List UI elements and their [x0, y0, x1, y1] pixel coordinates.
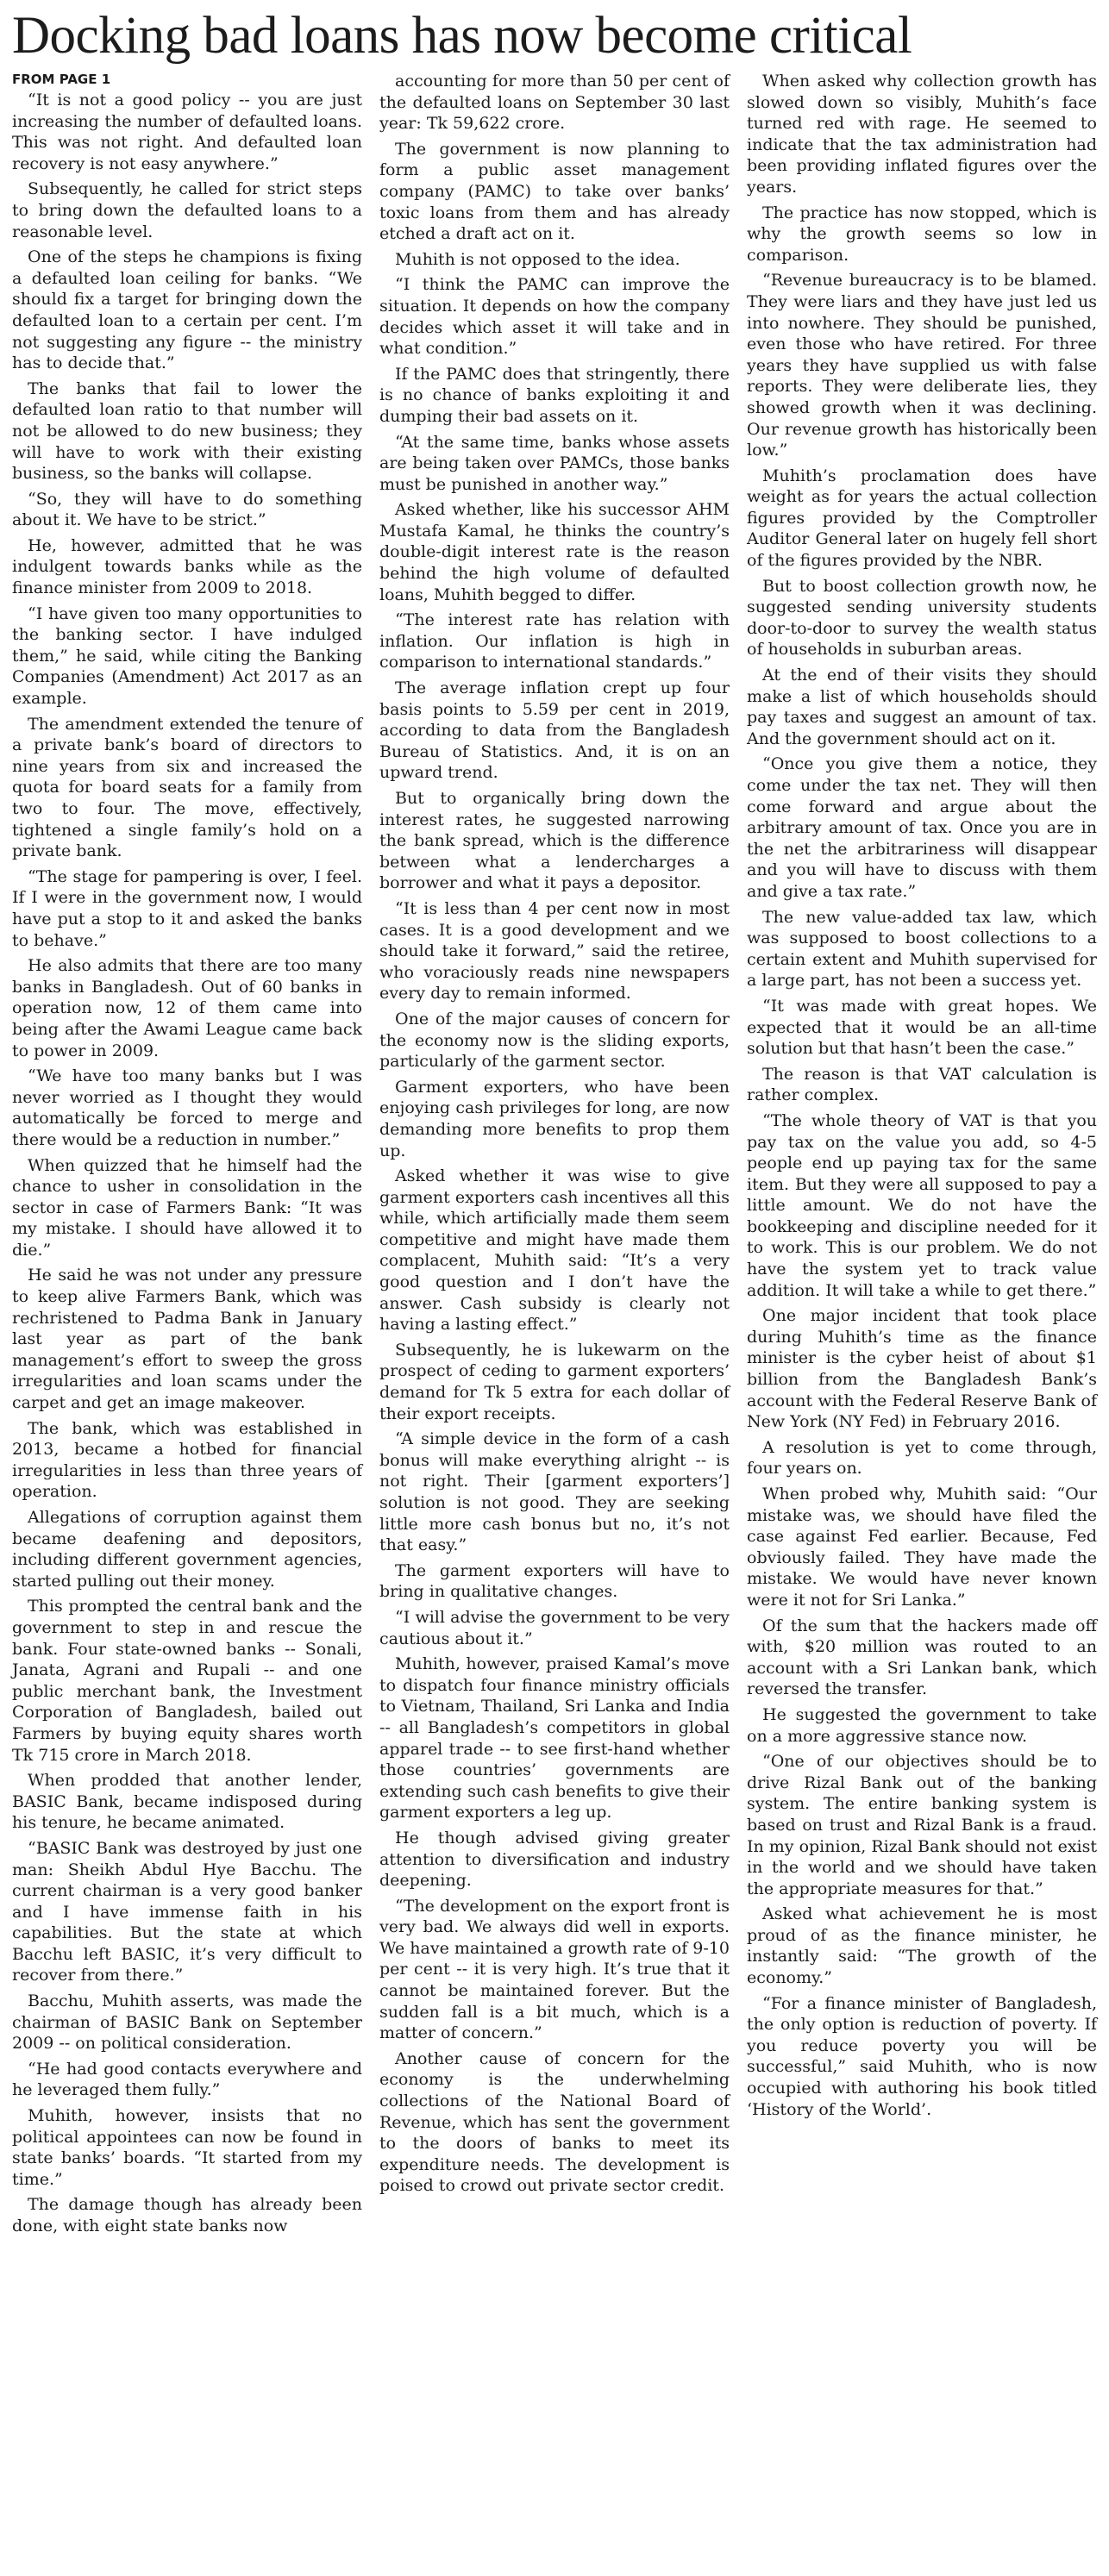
article-paragraph: The amendment extended the tenure of a private bank’s board of directors to nine years from six and increased the quota for board seats for a family from two to four. The move, effectively, tightened a single family’s hold on a private bank.	[12, 714, 362, 861]
article-paragraph: The practice has now stopped, which is why the growth seems so low in comparison.	[747, 203, 1097, 265]
article-paragraph: When probed why, Muhith said: “Our mistake was, we should have filed the case against Fed earlier. Because, Fed obviously failed. They have made the mistake. We would have never known were it not for Sri Lanka.”	[747, 1485, 1097, 1610]
article-paragraph: “The interest rate has relation with inflation. Our inflation is high in comparison to international standards.”	[379, 610, 730, 672]
article-paragraph: “It is not a good policy -- you are just increasing the number of defaulted loans. This was not right. And defaulted loan recovery is not easy anywhere.”	[12, 91, 362, 173]
article-paragraph: The garment exporters will have to bring in qualitative changes.	[379, 1560, 730, 1602]
article-paragraph: If the PAMC does that stringently, there is no chance of banks exploiting it and dumping their bad assets on it.	[379, 364, 730, 426]
column-1	[12, 71, 362, 2241]
article-paragraph: Muhith, however, praised Kamal’s move to dispatch four finance ministry officials to Vietnam, Thailand, Sri Lanka and India -- all Bangladesh’s competitors in global apparel trade -- to see first-hand whether those countries’ governments are extending such cash benefits to give their garment exporters a leg up.	[379, 1654, 730, 1823]
article-paragraph: One of the steps he champions is fixing a defaulted loan ceiling for banks. “We should fix a target for bringing down the defaulted loan to a certain per cent. I’m not suggesting any figure -- the ministry has to decide that.”	[12, 247, 362, 373]
column-2	[379, 71, 730, 2241]
article-paragraph: A resolution is yet to come through, four years on.	[747, 1437, 1097, 1479]
article-paragraph: “I think the PAMC can improve the situation. It depends on how the company decides which asset it will take and in what condition.”	[379, 275, 730, 359]
article-paragraph: Asked whether, like his successor AHM Mustafa Kamal, he thinks the country’s double-digit interest rate is the reason behind the high volume of defaulted loans, Muhith begged to differ.	[379, 500, 730, 604]
article-paragraph: “It is less than 4 per cent now in most cases. It is a good development and we should take it forward,” said the retiree, who voraciously reads nine newspapers every day to remain informed.	[379, 898, 730, 1004]
article-paragraph: “Once you give them a notice, they come under the tax net. They will then come forward and argue about the arbitrary amount of tax. Once you are in the net the arbitrariness will disappear and you will have to discuss with them and give a tax rate.”	[747, 754, 1097, 901]
article-paragraph: accounting for more than 50 per cent of the defaulted loans on September 30 last year: Tk 59,622 crore.	[379, 72, 730, 134]
article-paragraph: “One of our objectives should be to drive Rizal Bank out of the banking system. The entire banking system is based on trust and Rizal Bank is a fraud. In my opinion, Rizal Bank should not exist in the world and we should have taken the appropriate measures for that.”	[747, 1752, 1097, 1898]
article-paragraph: Another cause of concern for the economy is the underwhelming collections of the National Board of Revenue, which has sent the government to the doors of banks to meet its expenditure needs. The development is poised to crowd out private sector credit.	[379, 2048, 730, 2196]
article-paragraph: When quizzed that he himself had the chance to usher in consolidation in the sector in case of Farmers Bank: “It was my mistake. I should have allowed it to die.”	[12, 1155, 362, 1260]
article-paragraph: Allegations of corruption against them became deafening and depositors, including different government agencies, started pulling out their money.	[12, 1508, 362, 1591]
article-paragraph: “The whole theory of VAT is that you pay tax on the value you add, so 4-5 people end up paying tax for the same item. But they were all supposed to pay a little amount. We do not have the bookkeeping and discipline needed for it to work. This is our problem. We do not have the system yet to track value addition. It will take a while to get there.”	[747, 1110, 1097, 1300]
article-paragraph: When prodded that another lender, BASIC Bank, became indisposed during his tenure, he became animated.	[12, 1771, 362, 1833]
article-paragraph: He though advised giving greater attention to diversification and industry deepening.	[379, 1828, 730, 1891]
article-paragraph: “Revenue bureaucracy is to be blamed. They were liars and they have just led us into nowhere. They should be punished, even those who have retired. For three years they have supplied us with false reports. They were deliberate lies, they showed growth when it was declining. Our revenue growth has historically been low.”	[747, 271, 1097, 460]
article-paragraph: Asked whether it was wise to give garment exporters cash incentives all this while, which artificially made them seem competitive and might have made them complacent, Muhith said: “It’s a very good question and I don’t have the answer. Cash subsidy is clearly not having a lasting effect.”	[379, 1166, 730, 1335]
article-paragraph: One of the major causes of concern for the economy now is the sliding exports, particularly of the garment sector.	[379, 1009, 730, 1072]
column-3	[747, 71, 1097, 2241]
article-paragraph: Muhith’s proclamation does have weight as for years the actual collection figures provided by the Comptroller Auditor General later on hugely fell short of the figures provided by the NBR.	[747, 466, 1097, 571]
article-paragraph: The new value-added tax law, which was supposed to boost collections to a certain extent and Muhith supervised for a large part, has not been a success yet.	[747, 907, 1097, 991]
article-paragraph: “We have too many banks but I was never worried as I thought they would automatically be forced to merge and there would be a reduction in number.”	[12, 1066, 362, 1149]
article-paragraph: “I will advise the government to be very cautious about it.”	[379, 1607, 730, 1648]
article-paragraph: “I have given too many opportunities to the banking sector. I have indulged them,” he said, while citing the Banking Companies (Amendment) Act 2017 as an example.	[12, 603, 362, 709]
article-paragraph: “The stage for pampering is over, I feel. If I were in the government now, I would have put a stop to it and asked the banks to behave.”	[12, 866, 362, 950]
article-paragraph: “It was made with great hopes. We expected that it would be an all-time solution but that hasn’t been the case.”	[747, 996, 1097, 1059]
article-paragraph: He also admits that there are too many banks in Bangladesh. Out of 60 banks in operation now, 12 of them came into being after the Awami League came back to power in 2009.	[12, 956, 362, 1060]
article-paragraph: Muhith, however, insists that no political appointees can now be found in state banks’ boards. “It started from my time.”	[12, 2106, 362, 2189]
article-paragraph: He, however, admitted that he was indulgent towards banks while as the finance minister from 2009 to 2018.	[12, 535, 362, 598]
article-paragraph: “So, they will have to do something about it. We have to be strict.”	[12, 489, 362, 530]
dateline: FROM PAGE 1	[12, 72, 111, 87]
article-paragraph: But to boost collection growth now, he suggested sending university students door-to-door to survey the wealth status of households in suburban areas.	[747, 576, 1097, 660]
headline: Docking bad loans has now become critical	[12, 7, 912, 65]
article-paragraph: Garment exporters, who have been enjoying cash privileges for long, are now demanding more benefits to prop them up.	[379, 1077, 730, 1160]
article-paragraph: “For a finance minister of Bangladesh, the only option is reduction of poverty. If you reduce poverty you will be successful,” said Muhith, who is now occupied with authoring his book titled ‘History of the World’.	[747, 1993, 1097, 2119]
article-paragraph: When asked why collection growth has slowed down so visibly, Muhith’s face turned red with rage. He seemed to indicate that the tax administration had been providing inflated figures over the years.	[747, 72, 1097, 197]
article-paragraph: Subsequently, he called for strict steps to bring down the defaulted loans to a reasonable level.	[12, 179, 362, 241]
article-paragraph: The government is now planning to form a public asset management company (PAMC) to take over banks’ toxic loans from them and has already etched a draft act on it.	[379, 139, 730, 244]
article-paragraph: He suggested the government to take on a more aggressive stance now.	[747, 1704, 1097, 1746]
article-paragraph: This prompted the central bank and the government to step in and rescue the bank. Four state-owned banks -- Sonali, Janata, Agrani and Rupali -- and one public merchant bank, the Investment Corporation of Bangladesh, bailed out Farmers by buying equity shares worth Tk 715 crore in March 2018.	[12, 1597, 362, 1765]
article-paragraph: “He had good contacts everywhere and he leveraged them fully.”	[12, 2059, 362, 2100]
article-paragraph: The banks that fail to lower the defaulted loan ratio to that number will not be allowed to do new business; they will have to work with their existing business, so the banks will collapse.	[12, 378, 362, 484]
article-paragraph: The damage though has already been done, with eight state banks now	[12, 2195, 362, 2235]
article-paragraph: But to organically bring down the interest rates, he suggested narrowing the bank spread, which is the difference between what a lendercharges a borrower and what it pays a depositor.	[379, 789, 730, 893]
article-paragraph: He said he was not under any pressure to keep alive Farmers Bank, which was rechristened to Padma Bank in January last year as part of the bank management’s effort to sweep the gross irregularities and loan scams under the carpet and get an image makeover.	[12, 1266, 362, 1413]
article-paragraph: “BASIC Bank was destroyed by just one man: Sheikh Abdul Hye Bacchu. The current chairman is a very good banker and I have immense faith in his capabilities. But the state at which Bacchu left BASIC, it’s very difficult to recover from there.”	[12, 1838, 362, 1985]
article-paragraph: Muhith is not opposed to the idea.	[395, 249, 680, 269]
article-paragraph: Subsequently, he is lukewarm on the prospect of ceding to garment exporters’ demand for Tk 5 extra for each dollar of their export receipts.	[379, 1340, 730, 1423]
article-paragraph: At the end of their visits they should make a list of which households should pay taxes and suggest an amount of tax. And the government should act on it.	[747, 666, 1097, 748]
article-paragraph: The bank, which was established in 2013, became a hotbed for financial irregularities in less than three years of operation.	[12, 1418, 362, 1502]
article-paragraph: The average inflation crept up four basis points to 5.59 per cent in 2019, according to data from the Bangladesh Bureau of Statistics. And, it is on an upward trend.	[379, 678, 730, 783]
article-columns	[12, 71, 1097, 2241]
article-paragraph: The reason is that VAT calculation is rather complex.	[747, 1064, 1097, 1105]
article-paragraph: Asked what achievement he is most proud of as the finance minister, he instantly said: “The growth of the economy.”	[747, 1904, 1097, 1988]
article-paragraph: One major incident that took place during Muhith’s time as the finance minister is the cyber heist of about $1 billion from the Bangladesh Bank’s account with the Federal Reserve Bank of New York (NY Fed) in February 2016.	[747, 1306, 1097, 1432]
article-paragraph: “The development on the export front is very bad. We always did well in exports. We have maintained a growth rate of 9-10 per cent -- it is very high. It’s true that it cannot be maintained forever. But the sudden fall is a bit much, which is a matter of concern.”	[379, 1896, 730, 2043]
article-paragraph: Bacchu, Muhith asserts, was made the chairman of BASIC Bank on September 2009 -- on political consideration.	[12, 1991, 362, 2054]
article-paragraph: Of the sum that the hackers made off with, $20 million was routed to an account with a Sri Lankan bank, which reversed the transfer.	[747, 1616, 1097, 1699]
article-paragraph: “At the same time, banks whose assets are being taken over PAMCs, those banks must be punished in another way.”	[379, 432, 730, 494]
article-paragraph: “A simple device in the form of a cash bonus will make everything alright -- is not right. Their [garment exporters’] solution is not good. They are seeking little more cash bonus but no, it’s not that easy.”	[379, 1429, 730, 1555]
